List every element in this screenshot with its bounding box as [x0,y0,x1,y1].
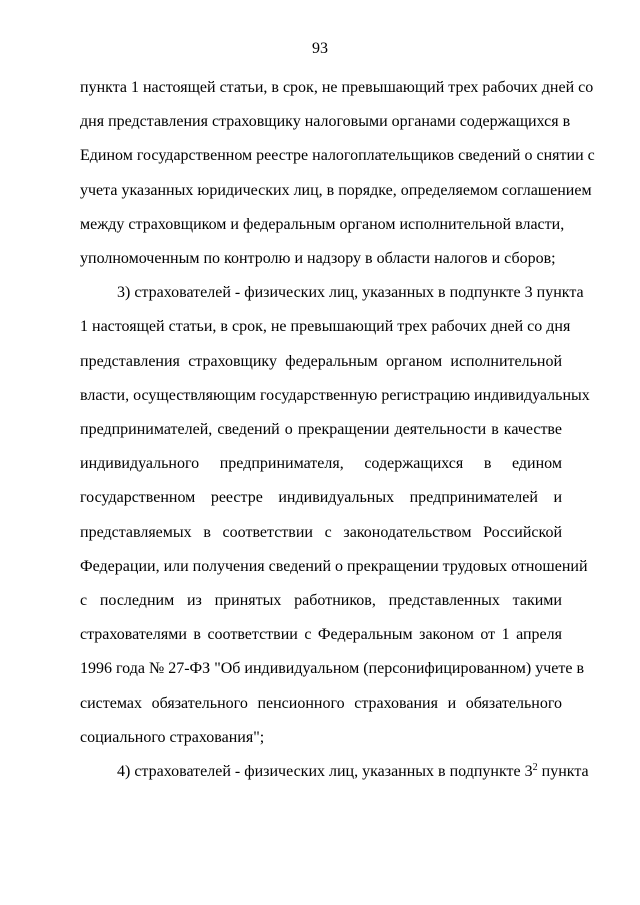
text-line: системах обязательного пенсионного страхования и обязательного [80,694,562,712]
text-line: власти, осуществляющим государственную регистрацию индивидуальных [80,386,590,404]
body-text [80,71,595,789]
text-line: страхователями в соответствии с Федеральным законом от 1 апреля [80,626,562,644]
text-fragment: 4) страхователей - физических лиц, указанных в подпункте 3 [117,763,533,781]
superscript: 2 [532,762,538,774]
text-line: социального страхования"; [80,728,265,746]
text-line: представления страховщику федеральным органом исполнительной [80,352,562,370]
text-line: предпринимателей, сведений о прекращении деятельности в качестве [80,421,562,439]
text-line: учета указанных юридических лиц, в порядке, определяемом соглашением [80,181,592,199]
text-line: уполномоченным по контролю и надзору в области налогов и сборов; [80,250,556,268]
text-fragment: пункта [541,763,589,781]
text-line: представляемых в соответствии с законодательством Российской [80,523,562,541]
text-line [80,755,589,789]
text-line: 1996 года № 27-ФЗ "Об индивидуальном (персонифицированном) учете в [80,660,584,678]
text-line: дня представления страховщику налоговыми органами содержащихся в [80,113,571,131]
text-line: 1 настоящей статьи, в срок, не превышающий трех рабочих дней со дня [80,318,571,336]
page-number: 93 [312,40,328,57]
text-line: Федерации, или получения сведений о прекращении трудовых отношений [80,557,588,575]
text-line: государственном реестре индивидуальных предпринимателей и [80,489,562,507]
text-line: индивидуального предпринимателя, содержащихся в едином [80,455,562,473]
text-line: пункта 1 настоящей статьи, в срок, не превышающий трех рабочих дней со [80,79,594,96]
text-line: 3) страхователей - физических лиц, указанных в подпункте 3 пункта [117,284,584,302]
text-line: с последним из принятых работников, представленных такими [80,592,562,610]
text-line: Едином государственном реестре налогоплательщиков сведений о снятии с [80,147,595,165]
text-line: между страховщиком и федеральным органом исполнительной власти, [80,215,565,233]
